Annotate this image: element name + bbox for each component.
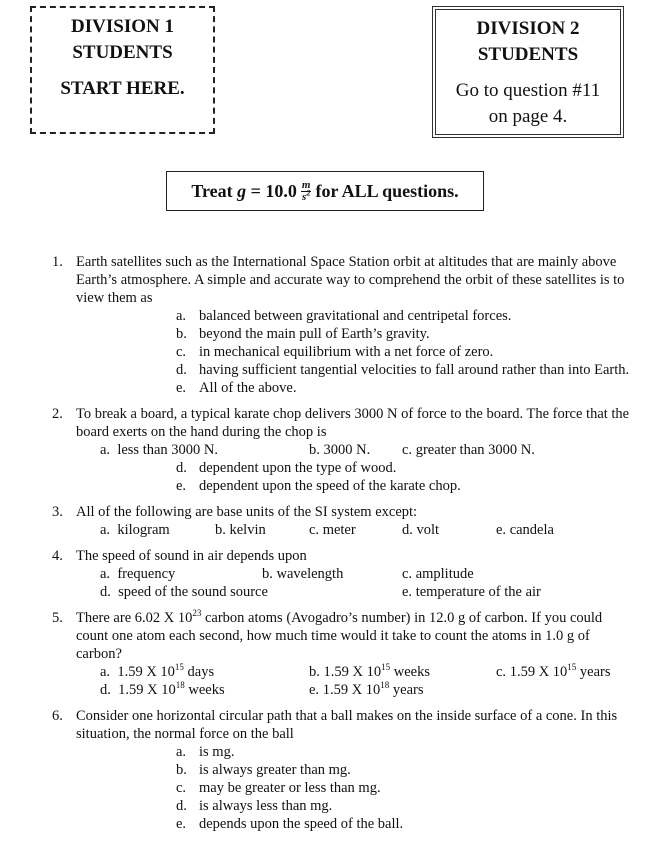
unit-denominator: s	[302, 190, 307, 203]
division-1-title: DIVISION 1	[71, 16, 174, 37]
question-6	[0, 707, 669, 833]
question-text: To break a board, a typical karate chop delivers 3000 N of force to the board. The force that the board exerts on the hand during the chop is	[76, 406, 630, 440]
division-2-instruction: Go to question #11	[455, 80, 601, 101]
question-text: Earth satellites such as the International Space Station orbit at altitudes that are mainly above Earth’s atmosphere. A simple and accurate way to comprehend the orbit of these satellites is to view them as	[76, 254, 625, 306]
option-text: balanced between gravitational and centripetal forces.	[199, 308, 512, 324]
option-text: in mechanical equilibrium with a net force of zero.	[199, 344, 494, 360]
question-text-part: There are 6.02 X 10	[76, 610, 193, 626]
option-letter: a.	[100, 566, 111, 582]
question-list	[0, 253, 669, 841]
option-text: wavelength	[276, 566, 344, 582]
option-b[interactable]	[215, 521, 266, 539]
option-c[interactable]	[402, 441, 535, 459]
option-c[interactable]	[496, 663, 611, 681]
option-text: kelvin	[229, 522, 266, 538]
option-row	[76, 441, 633, 459]
option-d[interactable]	[100, 681, 225, 699]
question-number: 6.	[52, 708, 63, 724]
option-a[interactable]	[100, 663, 214, 681]
option-a[interactable]	[100, 521, 170, 539]
option-base: 1.59 X 10	[509, 664, 568, 680]
option-c[interactable]	[76, 343, 633, 361]
option-letter: c.	[176, 344, 187, 360]
option-row	[76, 565, 633, 583]
option-d[interactable]	[402, 521, 439, 539]
option-unit: years	[576, 664, 611, 680]
option-letter: e.	[496, 522, 507, 538]
division-1-students: STUDENTS	[72, 42, 173, 63]
question-3	[0, 503, 669, 539]
question-1	[0, 253, 669, 397]
exponent: 15	[381, 662, 391, 673]
gravity-note-prefix: Treat	[191, 180, 233, 201]
option-d[interactable]	[76, 361, 633, 379]
option-text: kilogram	[117, 522, 170, 538]
option-c[interactable]	[309, 521, 356, 539]
exponent: 23	[192, 608, 202, 619]
question-2	[0, 405, 669, 495]
option-a[interactable]	[100, 565, 175, 583]
gravity-unit-fraction	[301, 180, 312, 203]
option-d[interactable]	[76, 797, 633, 815]
option-text: dependent upon the type of wood.	[199, 460, 397, 476]
unit-numerator: m	[301, 178, 311, 191]
option-b[interactable]	[76, 325, 633, 343]
option-text: is mg.	[199, 744, 235, 760]
option-letter: c.	[496, 664, 507, 680]
question-number: 4.	[52, 548, 63, 564]
option-letter: b.	[215, 522, 226, 538]
option-letter: b.	[309, 442, 320, 458]
option-c[interactable]	[76, 779, 633, 797]
option-letter: e.	[176, 816, 187, 832]
option-a[interactable]	[76, 743, 633, 761]
option-a[interactable]	[100, 441, 218, 459]
question-text: Consider one horizontal circular path that a ball makes on the inside surface of a cone. In this situation, the normal force on the ball	[76, 708, 618, 742]
option-letter: a.	[100, 522, 111, 538]
exponent: 15	[174, 662, 184, 673]
division-2-page-ref: on page 4.	[488, 106, 568, 127]
option-letter: d.	[100, 584, 111, 600]
option-letter: a.	[100, 442, 111, 458]
question-text-part: carbon atoms (Avogadro’s number) in 12.0 g of carbon. If you could count one atom each second, how much time would it take to count the atoms in 1.0 g of carbon?	[76, 610, 603, 662]
option-letter: a.	[176, 308, 187, 324]
option-letter: a.	[100, 664, 111, 680]
option-text: volt	[416, 522, 440, 538]
option-e[interactable]	[76, 477, 633, 495]
option-unit: weeks	[390, 664, 430, 680]
option-row	[76, 583, 633, 601]
option-base: 1.59 X 10	[118, 682, 176, 698]
gravity-note-box	[166, 171, 484, 211]
option-text: speed of the sound source	[118, 584, 268, 600]
option-e[interactable]	[496, 521, 554, 539]
option-unit: days	[183, 664, 215, 680]
option-text: greater than 3000 N.	[415, 442, 535, 458]
option-letter: c.	[402, 442, 413, 458]
option-text: temperature of the air	[415, 584, 541, 600]
option-letter: c.	[402, 566, 413, 582]
question-number: 1.	[52, 254, 63, 270]
option-base: 1.59 X 10	[322, 682, 381, 698]
option-base: 1.59 X 10	[323, 664, 382, 680]
question-number: 3.	[52, 504, 63, 520]
gravity-note-suffix: for ALL questions.	[315, 180, 459, 201]
option-base: 1.59 X 10	[117, 664, 175, 680]
option-letter: b.	[176, 762, 187, 778]
option-text: 3000 N.	[323, 442, 371, 458]
exponent: 15	[567, 662, 577, 673]
exponent: 18	[175, 680, 185, 691]
option-d[interactable]	[100, 583, 268, 601]
question-text: All of the following are base units of the SI system except:	[76, 504, 418, 520]
unit-exponent: 2	[306, 187, 311, 197]
option-text: having sufficient tangential velocities to fall around rather than into Earth.	[199, 362, 630, 378]
option-e[interactable]	[76, 815, 633, 833]
option-letter: e.	[402, 584, 413, 600]
option-e[interactable]	[309, 681, 424, 699]
option-letter: d.	[402, 522, 413, 538]
option-unit: weeks	[184, 682, 225, 698]
option-letter: b.	[176, 326, 187, 342]
option-b[interactable]	[262, 565, 343, 583]
division-2-title: DIVISION 2	[476, 18, 580, 39]
question-text: The speed of sound in air depends upon	[76, 548, 307, 564]
option-letter: e.	[176, 478, 187, 494]
option-row	[76, 663, 633, 681]
option-text: frequency	[117, 566, 176, 582]
option-text: may be greater or less than mg.	[199, 780, 381, 796]
question-number: 5.	[52, 610, 63, 626]
question-5	[0, 609, 669, 699]
option-unit: years	[389, 682, 424, 698]
option-text: is always less than mg.	[199, 798, 333, 814]
option-letter: c.	[309, 522, 320, 538]
option-text: is always greater than mg.	[199, 762, 351, 778]
division-2-students: STUDENTS	[477, 44, 579, 65]
option-letter: e.	[309, 682, 320, 698]
question-number: 2.	[52, 406, 63, 422]
option-b[interactable]	[309, 441, 370, 459]
question-text	[76, 609, 633, 663]
option-letter: e.	[176, 380, 187, 396]
option-d[interactable]	[76, 459, 633, 477]
gravity-symbol: g	[237, 180, 247, 201]
exponent: 18	[380, 680, 390, 691]
option-b[interactable]	[309, 663, 430, 681]
option-text: candela	[509, 522, 554, 538]
option-e[interactable]	[402, 583, 541, 601]
division-2-box	[432, 6, 624, 138]
division-1-start-here: START HERE.	[60, 78, 185, 99]
option-letter: a.	[176, 744, 187, 760]
option-letter: b.	[262, 566, 273, 582]
option-letter: d.	[100, 682, 111, 698]
option-text: less than 3000 N.	[117, 442, 218, 458]
option-a[interactable]	[76, 307, 633, 325]
option-row	[76, 521, 633, 539]
option-text: beyond the main pull of Earth’s gravity.	[199, 326, 430, 342]
option-text: depends upon the speed of the ball.	[199, 816, 404, 832]
option-b[interactable]	[76, 761, 633, 779]
option-letter: d.	[176, 798, 187, 814]
option-text: amplitude	[415, 566, 474, 582]
option-c[interactable]	[402, 565, 474, 583]
question-4	[0, 547, 669, 601]
option-text: dependent upon the speed of the karate chop.	[199, 478, 461, 494]
division-1-box	[30, 6, 215, 134]
option-text: meter	[322, 522, 356, 538]
gravity-value: = 10.0	[250, 180, 297, 201]
option-letter: b.	[309, 664, 320, 680]
option-letter: d.	[176, 362, 187, 378]
option-letter: c.	[176, 780, 187, 796]
option-row	[76, 681, 633, 699]
option-text: All of the above.	[199, 380, 297, 396]
option-e[interactable]	[76, 379, 633, 397]
option-letter: d.	[176, 460, 187, 476]
